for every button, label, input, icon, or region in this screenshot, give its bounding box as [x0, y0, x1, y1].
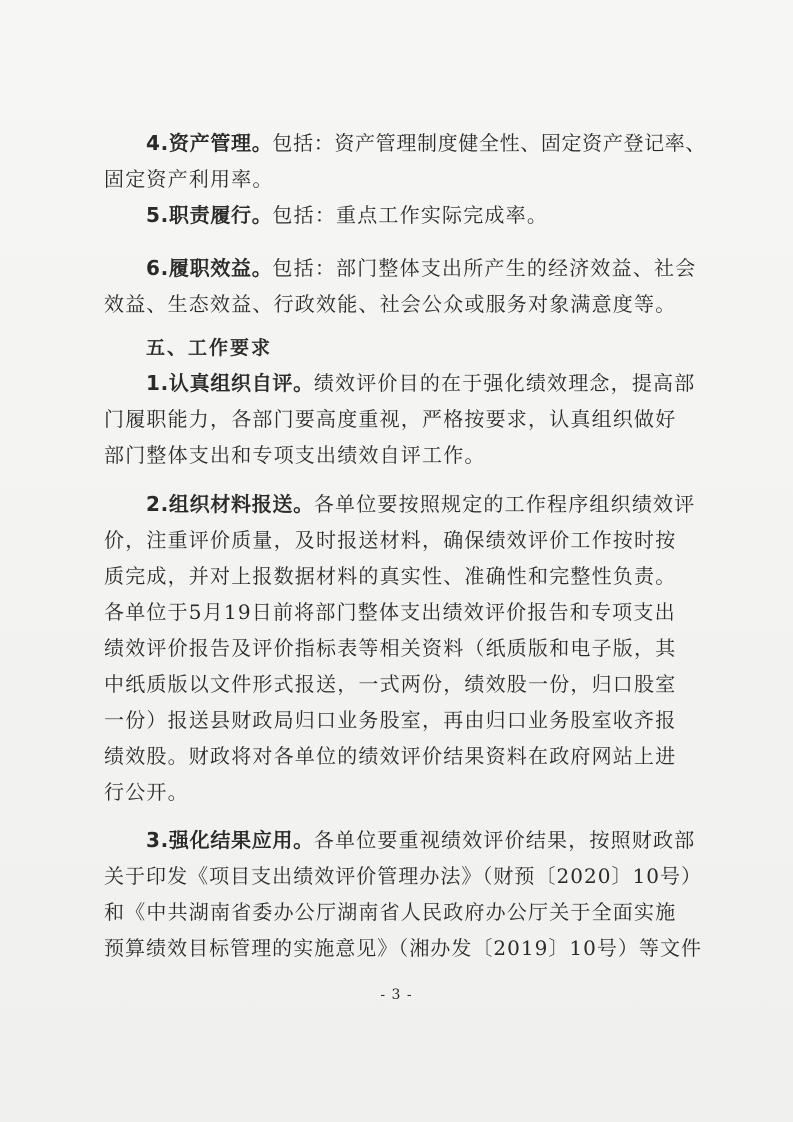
- paragraph-line: [146, 251, 704, 285]
- item-lead-title: 2.组织材料报送。: [146, 492, 314, 516]
- line-text: 效益、生态效益、行政效能、社会公众或服务对象满意度等。: [104, 292, 677, 316]
- paragraph-line: [146, 366, 704, 400]
- item-text: 各单位要按照规定的工作程序组织绩效评: [313, 492, 696, 516]
- paragraph-line: [104, 559, 704, 593]
- page-number: - 3 -: [380, 987, 413, 1003]
- item-text: 包括：资产管理制度健全性、固定资产登记率、: [272, 131, 707, 155]
- paragraph-line: [104, 162, 704, 196]
- line-text: 质完成，并对上报数据材料的真实性、准确性和完整性负责。: [104, 564, 677, 588]
- section-heading-text: 五、工作要求: [146, 337, 273, 359]
- paragraph-line: [104, 931, 704, 965]
- paragraph-line: [104, 523, 704, 557]
- paragraph-line: [104, 739, 704, 773]
- paragraph-line: [104, 667, 704, 701]
- paragraph-line: [146, 198, 704, 232]
- item-lead-title: 6.履职效益。: [146, 256, 273, 280]
- item-lead-title: 3.强化结果应用。: [146, 828, 314, 852]
- line-text: 关于印发《项目支出绩效评价管理办法》（财预〔2020〕10号）: [104, 864, 702, 888]
- line-text: 各单位于5月19日前将部门整体支出绩效评价报告和专项支出: [104, 600, 676, 624]
- paragraph-line: [104, 859, 704, 893]
- paragraph-line: [104, 895, 704, 929]
- section-heading: [146, 331, 704, 365]
- paragraph-line: [146, 126, 707, 160]
- item-text: 包括：部门整体支出所产生的经济效益、社会: [272, 256, 697, 280]
- item-lead-title: 5.职责履行。: [146, 203, 273, 227]
- paragraph-line: [146, 823, 704, 857]
- paragraph-line: [104, 438, 704, 472]
- paragraph-line: [146, 487, 704, 521]
- paragraph-line: [104, 703, 704, 737]
- item-text: 包括：重点工作实际完成率。: [272, 203, 549, 227]
- paragraph-line: [104, 631, 704, 665]
- paragraph-line: [104, 595, 704, 629]
- paragraph-line: [104, 287, 704, 321]
- line-text: 价，注重评价质量，及时报送材料，确保绩效评价工作按时按: [104, 528, 677, 552]
- item-text: 绩效评价目的在于强化绩效理念，提高部: [313, 371, 696, 395]
- line-text: 和《中共湖南省委办公厅湖南省人民政府办公厅关于全面实施: [104, 900, 677, 924]
- line-text: 一份）报送县财政局归口业务股室，再由归口业务股室收齐报: [104, 708, 677, 732]
- line-text: 绩效股。财政将对各单位的绩效评价结果资料在政府网站上进: [104, 744, 677, 768]
- line-text: 绩效评价报告及评价指标表等相关资料（纸质版和电子版，其: [104, 636, 677, 660]
- line-text: 门履职能力，各部门要高度重视，严格按要求，认真组织做好: [104, 407, 677, 431]
- paragraph-line: [104, 402, 704, 436]
- paragraph-line: [104, 775, 704, 809]
- line-text: 固定资产利用率。: [104, 167, 274, 191]
- line-text: 预算绩效目标管理的实施意见》（湘办发〔2019〕10号）等文件: [104, 936, 702, 960]
- item-text: 各单位要重视绩效评价结果，按照财政部: [313, 828, 696, 852]
- line-text: 中纸质版以文件形式报送，一式两份，绩效股一份，归口股室: [104, 672, 677, 696]
- line-text: 行公开。: [104, 780, 189, 804]
- line-text: 部门整体支出和专项支出绩效自评工作。: [104, 443, 486, 467]
- item-lead-title: 4.资产管理。: [146, 131, 273, 155]
- item-lead-title: 1.认真组织自评。: [146, 371, 314, 395]
